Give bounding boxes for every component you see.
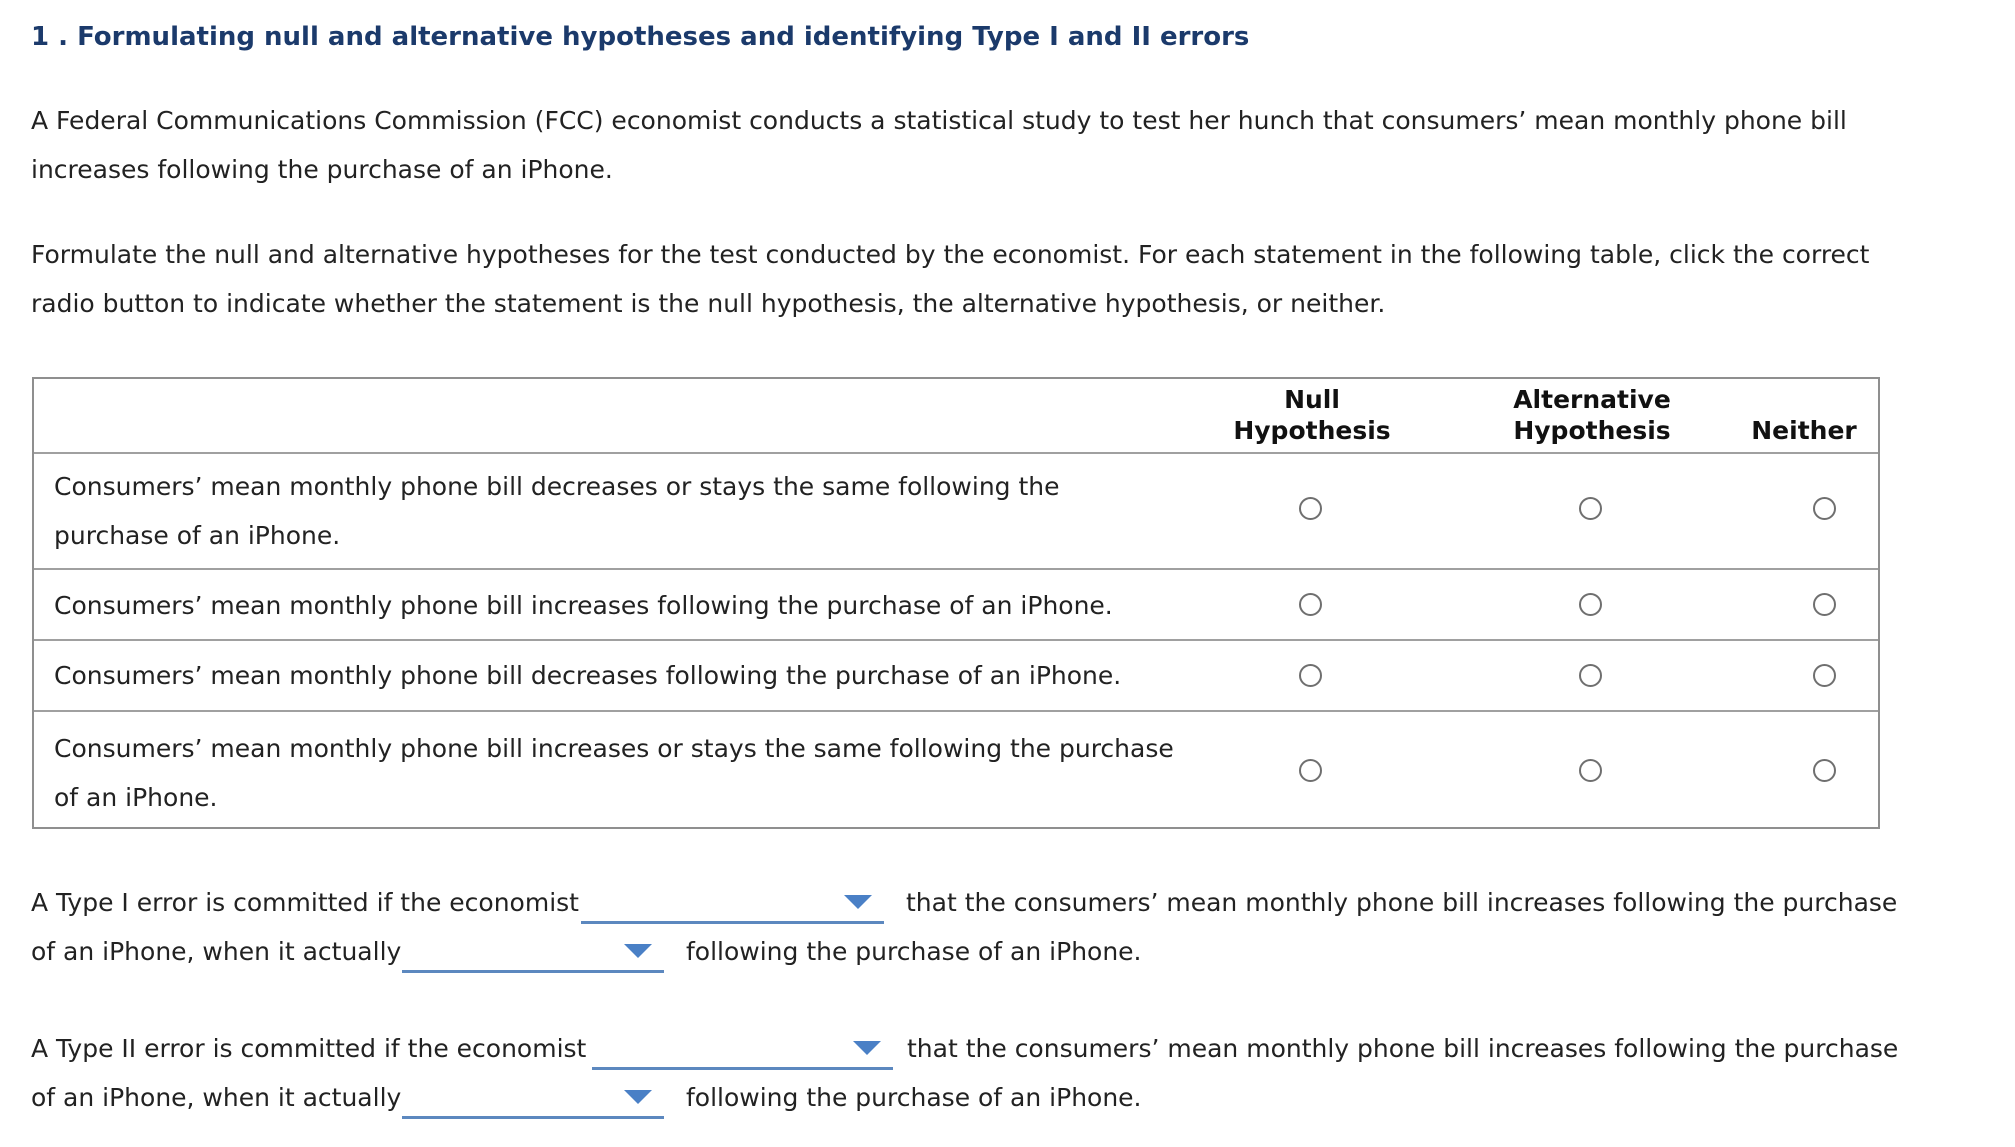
statement-text <box>54 724 1214 822</box>
statement-text <box>54 462 1214 560</box>
problem-statement-line: A Federal Communications Commission (FCC) economist conducts a statistical study to test her hunch that consumers’ mean monthly phone bill <box>31 106 1847 135</box>
radio-neither[interactable] <box>1813 497 1836 520</box>
statement-line: of an iPhone. <box>54 783 218 812</box>
statement-text <box>54 651 1214 700</box>
radio-null-hypothesis[interactable] <box>1299 497 1322 520</box>
chevron-down-icon <box>844 895 872 909</box>
type1-sentence-line2-start: of an iPhone, when it actually <box>31 937 402 966</box>
instructions <box>31 230 1931 328</box>
type1-truth-dropdown[interactable] <box>402 936 664 973</box>
table-row <box>34 641 1878 712</box>
table-row <box>34 570 1878 641</box>
statement-line: Consumers’ mean monthly phone bill decreases following the purchase of an iPhone. <box>54 661 1122 690</box>
instructions-line: Formulate the null and alternative hypotheses for the test conducted by the economist. For each statement in the following table, click the correct <box>31 240 1870 269</box>
type1-action-dropdown[interactable] <box>581 887 884 924</box>
radio-neither[interactable] <box>1813 664 1836 687</box>
instructions-line: radio button to indicate whether the statement is the null hypothesis, the alternative hypothesis, or neither. <box>31 289 1386 318</box>
column-header-line: Neither <box>1751 416 1857 445</box>
type1-sentence-start: A Type I error is committed if the economist <box>31 888 579 917</box>
type2-sentence-start: A Type II error is committed if the economist <box>31 1034 587 1063</box>
column-header-line: Alternative <box>1513 385 1671 414</box>
table-row <box>34 712 1878 829</box>
chevron-down-icon <box>853 1041 881 1055</box>
type2-sentence-middle: that the consumers’ mean monthly phone bill increases following the purchase <box>907 1034 1899 1063</box>
radio-null-hypothesis[interactable] <box>1299 593 1322 616</box>
statement-line: Consumers’ mean monthly phone bill increases following the purchase of an iPhone. <box>54 591 1113 620</box>
problem-statement-line: increases following the purchase of an iPhone. <box>31 155 613 184</box>
page-title: 1 . Formulating null and alternative hypotheses and identifying Type I and II errors <box>31 22 1250 52</box>
column-header-null-hypothesis <box>1162 384 1462 446</box>
statement-text <box>54 581 1214 630</box>
radio-neither[interactable] <box>1813 593 1836 616</box>
hypothesis-table <box>32 377 1880 829</box>
type2-action-dropdown[interactable] <box>592 1033 893 1070</box>
column-header-neither <box>1694 415 1914 446</box>
radio-alternative-hypothesis[interactable] <box>1579 497 1602 520</box>
type1-sentence-middle: that the consumers’ mean monthly phone bill increases following the purchase <box>906 888 1898 917</box>
statement-line: purchase of an iPhone. <box>54 521 341 550</box>
type1-sentence-end: following the purchase of an iPhone. <box>686 937 1142 966</box>
problem-statement <box>31 96 1931 194</box>
statement-line: Consumers’ mean monthly phone bill increases or stays the same following the purchase <box>54 734 1174 763</box>
type2-sentence-end: following the purchase of an iPhone. <box>686 1083 1142 1112</box>
type2-truth-dropdown[interactable] <box>402 1082 664 1119</box>
radio-alternative-hypothesis[interactable] <box>1579 759 1602 782</box>
table-header <box>34 379 1878 454</box>
radio-alternative-hypothesis[interactable] <box>1579 664 1602 687</box>
statement-line: Consumers’ mean monthly phone bill decreases or stays the same following the <box>54 472 1060 501</box>
radio-neither[interactable] <box>1813 759 1836 782</box>
chevron-down-icon <box>624 1090 652 1104</box>
column-header-line: Null <box>1284 385 1340 414</box>
radio-alternative-hypothesis[interactable] <box>1579 593 1602 616</box>
table-row <box>34 452 1878 570</box>
column-header-line: Hypothesis <box>1513 416 1671 445</box>
column-header-line: Hypothesis <box>1233 416 1391 445</box>
chevron-down-icon <box>624 944 652 958</box>
type2-sentence-line2-start: of an iPhone, when it actually <box>31 1083 402 1112</box>
radio-null-hypothesis[interactable] <box>1299 664 1322 687</box>
radio-null-hypothesis[interactable] <box>1299 759 1322 782</box>
